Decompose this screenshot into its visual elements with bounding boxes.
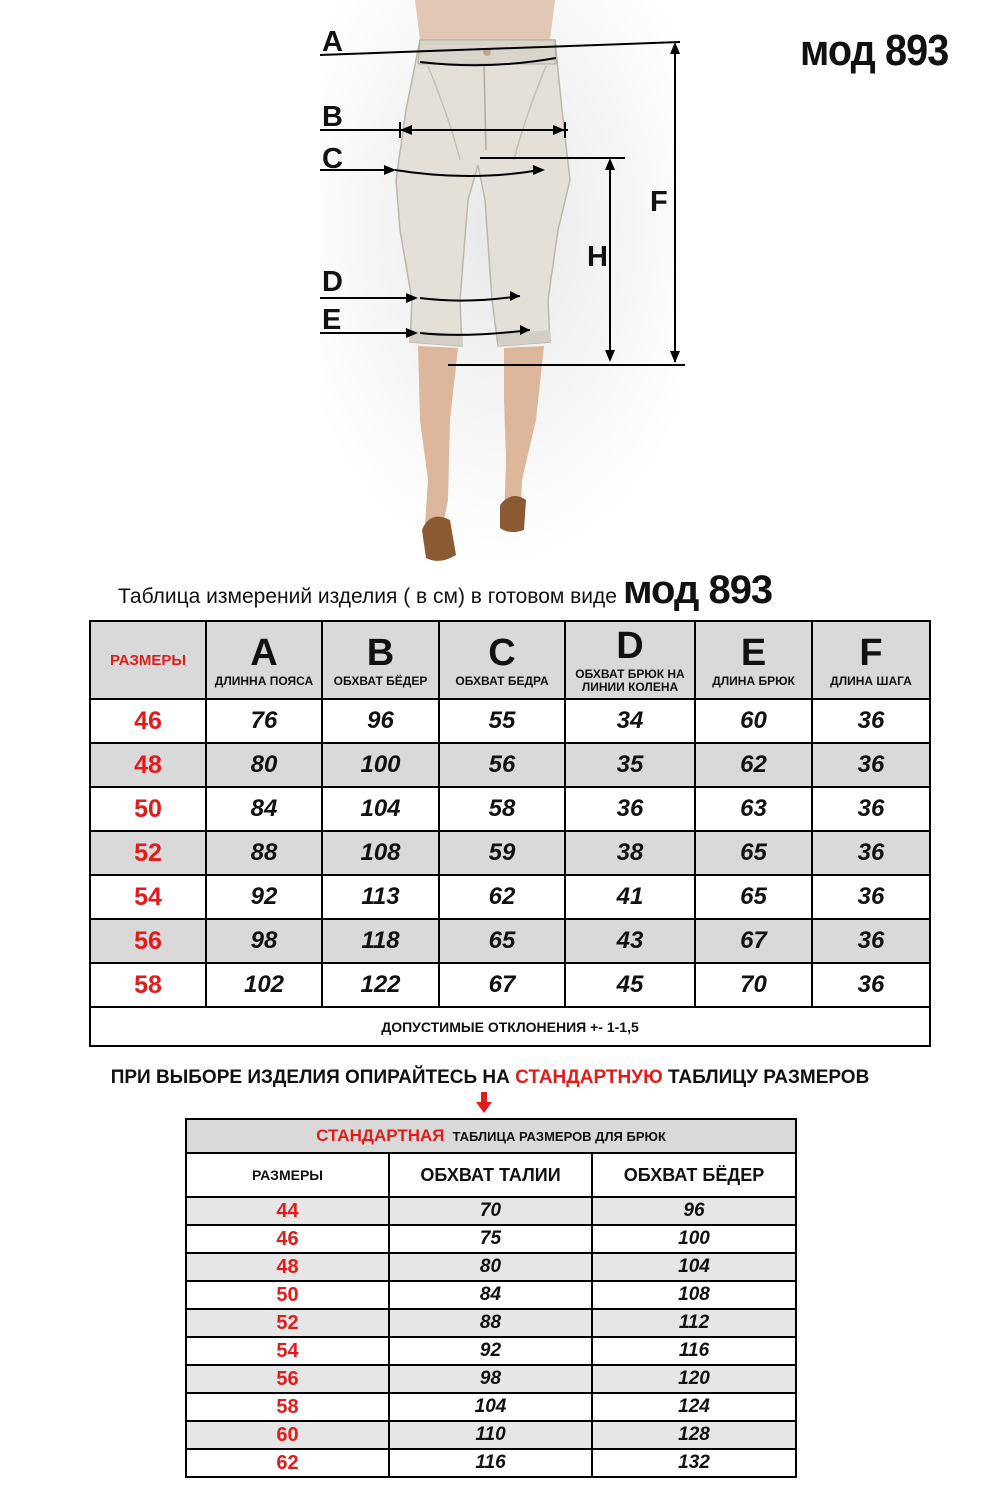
column-header-b: B ОБХВАТ БЁДЕР [322, 621, 439, 699]
column-header-d: D ОБХВАТ БРЮК НА ЛИНИИ КОЛЕНА [565, 621, 695, 699]
standard-size-table [185, 1118, 797, 1478]
measurement-cell: 63 [695, 787, 812, 831]
waist-cell: 84 [389, 1281, 592, 1309]
measurements-table [89, 620, 931, 1047]
measure-label-f: F [650, 186, 668, 218]
hips-cell: 96 [592, 1197, 796, 1225]
measurement-cell: 36 [812, 919, 930, 963]
standard-title-rest: ТАБЛИЦА РАЗМЕРОВ ДЛЯ БРЮК [452, 1129, 666, 1144]
measure-label-d: D [322, 266, 343, 298]
size-cell: 58 [90, 963, 206, 1007]
measurement-cell: 60 [695, 699, 812, 743]
model-title: мод 893 [800, 26, 949, 75]
size-cell: 52 [90, 831, 206, 875]
standard-header-size: РАЗМЕРЫ [186, 1153, 389, 1197]
size-column-header: РАЗМЕРЫ [90, 621, 206, 699]
table-row [186, 1393, 796, 1421]
size-cell: 58 [186, 1393, 389, 1421]
column-header-c: C ОБХВАТ БЕДРА [439, 621, 565, 699]
size-cell: 56 [186, 1365, 389, 1393]
measurement-cell: 80 [206, 743, 322, 787]
table-row [186, 1449, 796, 1477]
waist-cell: 104 [389, 1393, 592, 1421]
advice-line [0, 1067, 980, 1089]
hips-cell: 104 [592, 1253, 796, 1281]
measurement-cell: 36 [812, 875, 930, 919]
size-cell: 44 [186, 1197, 389, 1225]
standard-table-body [186, 1197, 796, 1477]
measurement-cell: 34 [565, 699, 695, 743]
table-row [90, 743, 930, 787]
size-cell: 48 [90, 743, 206, 787]
measurement-cell: 58 [439, 787, 565, 831]
measurement-cell: 36 [812, 831, 930, 875]
standard-table-title [186, 1119, 796, 1153]
measurement-cell: 100 [322, 743, 439, 787]
size-cell: 52 [186, 1309, 389, 1337]
measurement-cell: 36 [812, 963, 930, 1007]
measurement-cell: 36 [812, 787, 930, 831]
size-cell: 54 [186, 1337, 389, 1365]
measurement-cell: 62 [439, 875, 565, 919]
measurement-cell: 122 [322, 963, 439, 1007]
waist-cell: 88 [389, 1309, 592, 1337]
table-row [186, 1365, 796, 1393]
measurement-cell: 59 [439, 831, 565, 875]
waist-cell: 75 [389, 1225, 592, 1253]
measure-label-c: C [322, 143, 343, 175]
measurement-cell: 41 [565, 875, 695, 919]
hips-cell: 112 [592, 1309, 796, 1337]
measurement-cell: 92 [206, 875, 322, 919]
measurement-cell: 118 [322, 919, 439, 963]
measure-label-h: H [587, 241, 608, 273]
measurement-cell: 65 [439, 919, 565, 963]
hips-cell: 116 [592, 1337, 796, 1365]
measurement-cell: 67 [695, 919, 812, 963]
measurement-cell: 76 [206, 699, 322, 743]
measure-label-a: A [322, 26, 343, 58]
table-row [90, 875, 930, 919]
hips-cell: 132 [592, 1449, 796, 1477]
measurement-cell: 36 [812, 743, 930, 787]
standard-title-red: СТАНДАРТНАЯ [316, 1126, 445, 1145]
arrow-down-icon [476, 1092, 492, 1114]
advice-text-after: ТАБЛИЦУ РАЗМЕРОВ [662, 1067, 870, 1088]
table-row [186, 1309, 796, 1337]
hips-cell: 124 [592, 1393, 796, 1421]
measurement-cell: 65 [695, 875, 812, 919]
table-row [186, 1197, 796, 1225]
hips-cell: 108 [592, 1281, 796, 1309]
table-row [90, 963, 930, 1007]
measurement-cell: 35 [565, 743, 695, 787]
measurement-cell: 70 [695, 963, 812, 1007]
column-header-e: E ДЛИНА БРЮК [695, 621, 812, 699]
measurement-cell: 98 [206, 919, 322, 963]
hips-cell: 120 [592, 1365, 796, 1393]
measurements-heading [118, 568, 772, 613]
size-cell: 46 [186, 1225, 389, 1253]
measurement-cell: 38 [565, 831, 695, 875]
table-row [90, 919, 930, 963]
measurements-header-row [90, 621, 930, 699]
measurement-cell: 45 [565, 963, 695, 1007]
table-row [90, 787, 930, 831]
hips-cell: 128 [592, 1421, 796, 1449]
measurement-cell: 65 [695, 831, 812, 875]
measurement-cell: 56 [439, 743, 565, 787]
measurements-heading-model: мод 893 [622, 568, 773, 612]
column-header-f: F ДЛИНА ШАГА [812, 621, 930, 699]
table-row [186, 1421, 796, 1449]
size-cell: 50 [186, 1281, 389, 1309]
size-cell: 54 [90, 875, 206, 919]
size-cell: 48 [186, 1253, 389, 1281]
table-row [186, 1253, 796, 1281]
measure-label-e: E [322, 304, 342, 336]
measurement-cell: 102 [206, 963, 322, 1007]
standard-header-hips: ОБХВАТ БЁДЕР [592, 1153, 796, 1197]
hips-cell: 100 [592, 1225, 796, 1253]
standard-header-waist: ОБХВАТ ТАЛИИ [389, 1153, 592, 1197]
size-cell: 60 [186, 1421, 389, 1449]
waist-cell: 98 [389, 1365, 592, 1393]
tolerance-note: ДОПУСТИМЫЕ ОТКЛОНЕНИЯ +- 1-1,5 [90, 1007, 930, 1046]
garment-illustration [300, 0, 740, 570]
measurement-cell: 84 [206, 787, 322, 831]
size-cell: 62 [186, 1449, 389, 1477]
measurement-cell: 55 [439, 699, 565, 743]
measurements-body [90, 699, 930, 1007]
table-row [90, 699, 930, 743]
table-row [90, 831, 930, 875]
table-row [186, 1281, 796, 1309]
measurement-cell: 62 [695, 743, 812, 787]
measurement-cell: 67 [439, 963, 565, 1007]
measurement-cell: 36 [812, 699, 930, 743]
table-row [186, 1225, 796, 1253]
capri-pants-figure [300, 0, 740, 570]
size-cell: 46 [90, 699, 206, 743]
measurement-cell: 104 [322, 787, 439, 831]
measurement-cell: 113 [322, 875, 439, 919]
waist-cell: 92 [389, 1337, 592, 1365]
measurement-cell: 108 [322, 831, 439, 875]
measurements-heading-text: Таблица измерений изделия ( в см) в готовом виде [118, 585, 617, 608]
measurement-cell: 43 [565, 919, 695, 963]
waist-cell: 110 [389, 1421, 592, 1449]
waist-cell: 80 [389, 1253, 592, 1281]
measure-label-b: B [322, 101, 343, 133]
waist-cell: 70 [389, 1197, 592, 1225]
measurement-cell: 88 [206, 831, 322, 875]
advice-highlight: СТАНДАРТНУЮ [515, 1067, 663, 1088]
advice-text-before: ПРИ ВЫБОРЕ ИЗДЕЛИЯ ОПИРАЙТЕСЬ НА [110, 1067, 516, 1088]
size-cell: 56 [90, 919, 206, 963]
waist-cell: 116 [389, 1449, 592, 1477]
table-row [186, 1337, 796, 1365]
size-cell: 50 [90, 787, 206, 831]
measurement-cell: 36 [565, 787, 695, 831]
measurement-cell: 96 [322, 699, 439, 743]
column-header-a: A ДЛИННА ПОЯСА [206, 621, 322, 699]
